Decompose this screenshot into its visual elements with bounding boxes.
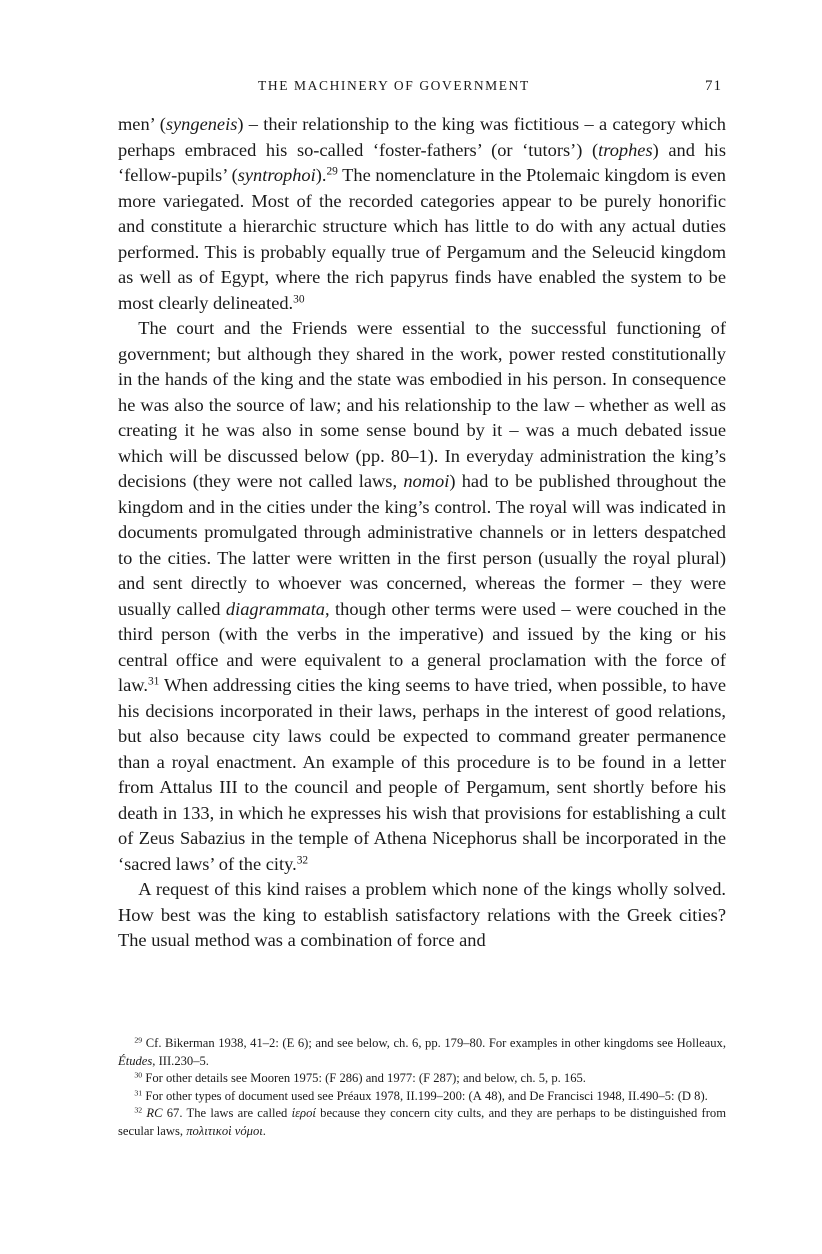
body-text xyxy=(118,112,726,954)
paragraph-2: The court and the Friends were essential to the successful functioning of government; but although they shared in the work, power rested constitutionally in the hands of the king and the state was embodied in his person. In consequence he was also the source of law; and his relationship to the law – whether as well as creating it he was also in some sense bound by it – was a much debated issue which will be discussed below (pp. 80–1). In everyday administration the king’s decisions (they were not called laws, nomoi) had to be published throughout the kingdom and in the cities under the king’s control. The royal will was indicated in documents promulgated through administrative channels or in letters despatched to the cities. The latter were written in the first person (usually the royal plural) and sent directly to whoever was concerned, whereas the former – they were usually called diagrammata, though other terms were used – were couched in the third person (with the verbs in the imperative) and issued by the king or his central office and were equivalent to a general proclamation with the force of law.$^{31}$ When addressing cities the king seems to have tried, when possible, to have his decisions incorporated in their laws, perhaps in the interest of good relations, but also because city laws could be expected to command greater permanence than a royal enactment. An example of this procedure is to be found in a letter from Attalus III to the council and people of Pergamum, sent shortly before his death in 133, in which he expresses his wish that provisions for establishing a cult of Zeus Sabazius in the temple of Athena Nicephorus shall be incorporated in the ‘sacred laws’ of the city.$^{32}$ xyxy=(118,318,726,874)
footnote-32: $^{32}$ RC 67. The laws are called ἱεροί because they concern city cults, and they are perhaps to be distinguished from secular laws, πολιτικοὶ νόμοι. xyxy=(118,1106,726,1138)
footnote-ref-29: 29 xyxy=(326,165,338,178)
footnote-ref-32: 32 xyxy=(296,854,309,867)
paragraph-1: men’ (syngeneis) – their relationship to the king was fictitious – a category which perhaps embraced his so-called ‘foster-fathers’ (or ‘tutors’) (trophes) and his ‘fellow-pupils’ (syntrophoi).$^{29}$ The nomenclature in the Ptolemaic kingdom is even more variegated. Most of the recorded categories appear to be purely honorific and constitute a hierarchic structure which has little to do with any actual duties performed. This is probably equally true of Pergamum and the Seleucid kingdom as well as of Egypt, where the rich papyrus finds have enabled the system to be most clearly delineated.$^{30}$ xyxy=(118,114,726,313)
running-head xyxy=(118,78,722,100)
paragraph-3: A request of this kind raises a problem which none of the kings wholly solved. How best was the king to establish satisfactory relations with the Greek cities? The usual method was a combination of force and xyxy=(118,879,726,950)
running-title: THE MACHINERY OF GOVERNMENT xyxy=(258,78,530,93)
footnote-29: $^{29}$ Cf. Bikerman 1938, 41–2: (E 6); and see below, ch. 6, pp. 179–80. For examples in other kingdoms see Holleaux, Études, III.230–5. xyxy=(118,1035,726,1068)
footnote-ref-31: 31 xyxy=(147,675,160,688)
footnotes xyxy=(118,1035,726,1141)
page-number: 71 xyxy=(705,78,722,94)
footnote-31: $^{31}$ For other types of document used see Préaux 1978, II.199–200: (A 48), and De Francisci 1948, II.490–5: (D 8). xyxy=(134,1088,708,1103)
footnote-ref-30: 30 xyxy=(293,293,305,306)
footnote-30: $^{30}$ For other details see Mooren 1975: (F 286) and 1977: (F 287); and below, ch. 5, p. 165. xyxy=(134,1070,586,1086)
